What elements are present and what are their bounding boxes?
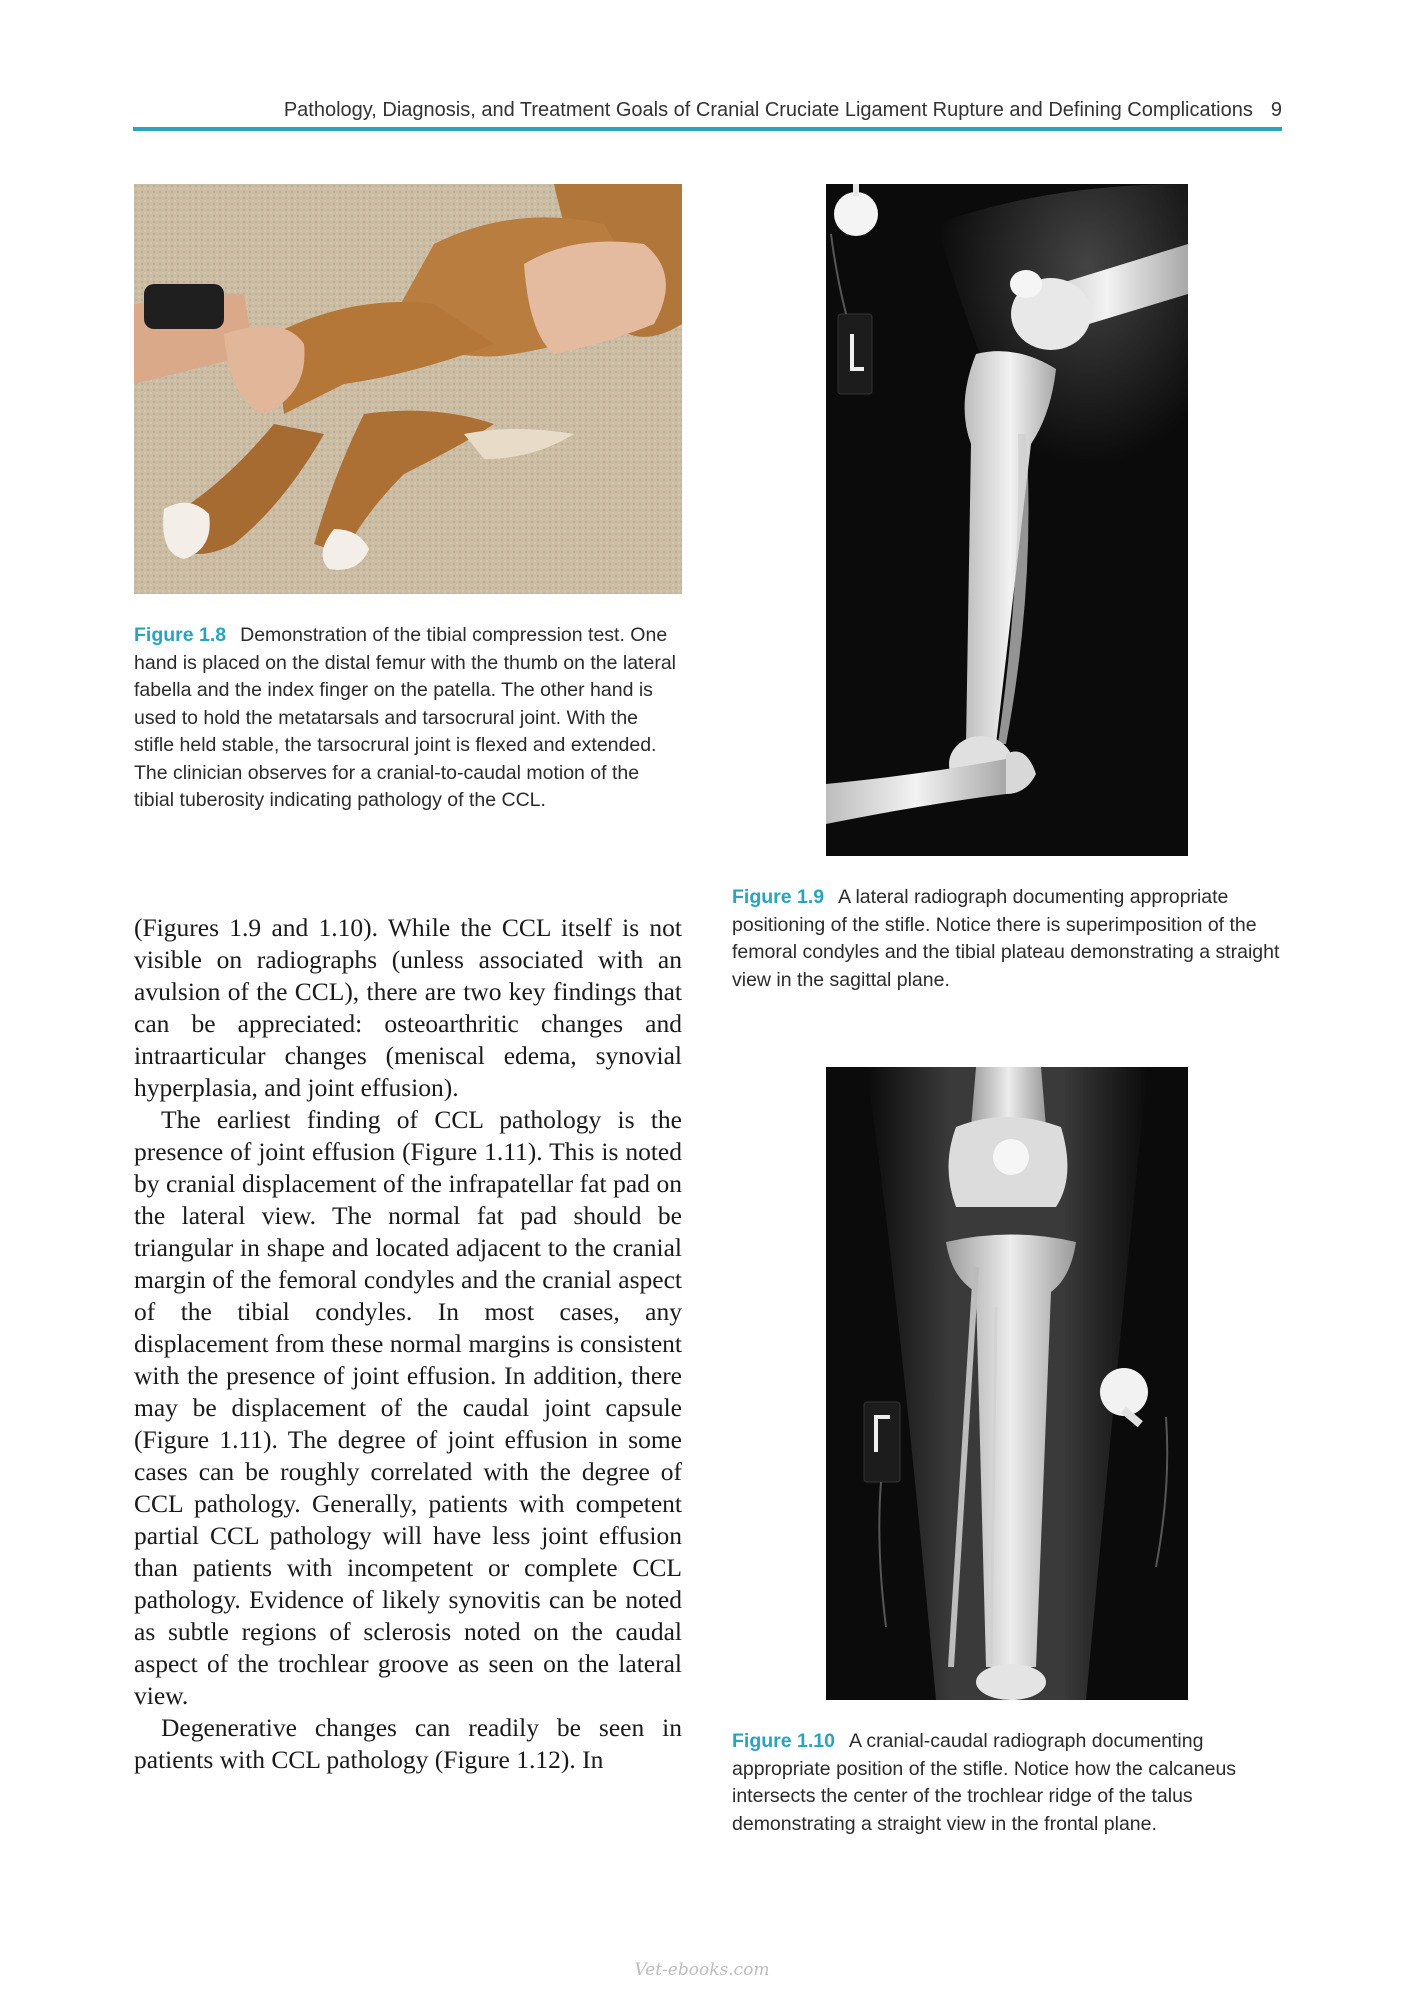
header-rule [133,127,1282,131]
tibial-compression-photo [134,184,682,594]
body-paragraph: The earliest finding of CCL pathology is the presence of joint effusion (Figure 1.11). This is noted by cranial displacement of the infrapatellar fat pad on the lateral view. The normal fat pad should be triangular in shape and located adjacent to the cranial margin of the femoral condyles and the cranial aspect of the tibial condyles. In most cases, any displacement from these normal margins is consistent with the presence of joint effusion. In addition, there may be displacement of the caudal joint capsule (Figure 1.11). The degree of joint effusion in some cases can be roughly correlated with the degree of CCL pathology. Generally, patients with competent partial CCL pathology will have less joint effusion than patients with incompetent or complete CCL pathology. Evidence of likely synovitis can be noted as subtle regions of sclerosis noted on the caudal aspect of the trochlear groove as seen on the lateral view. [134,1105,682,1710]
figure-label: Figure 1.10 [732,1730,835,1752]
figure-1-8-caption [134,622,682,815]
figure-label: Figure 1.9 [732,886,825,908]
lateral-radiograph [826,184,1188,856]
figure-1-8-photo [134,184,682,594]
figure-1-10-radiograph [826,1067,1188,1700]
caption-text: Demonstration of the tibial compression test. One hand is placed on the distal femur with the thumb on the lateral fabella and the index finger on the patella. The other hand is used to hold the metatarsals and tarsocrural joint. With the stifle held stable, the tarsocrural joint is flexed and extended. The clinician observes for a cranial-to-caudal motion of the tibial tuberosity indicating pathology of the CCL. [134,624,676,811]
figure-label: Figure 1.8 [134,624,227,646]
caption-text: A cranial-caudal radiograph documenting appropriate position of the stifle. Notice how the calcaneus intersects the center of the trochlear ridge of the talus demonstrating a straight view in the frontal plane. [732,1730,1237,1835]
caption-text: A lateral radiograph documenting appropriate positioning of the stifle. Notice there is superimposition of the femoral condyles and the tibial plateau demonstrating a straight view in the sagittal plane. [732,886,1280,991]
body-text [134,912,682,1776]
figure-1-10-caption [732,1728,1282,1838]
watermark: Vet-ebooks.com [634,1960,770,1980]
page-number: 9 [1270,99,1282,121]
cranial-caudal-radiograph [826,1067,1188,1700]
figure-1-9-caption [732,884,1282,994]
body-paragraph: Degenerative changes can readily be seen in patients with CCL pathology (Figure 1.12). In [134,1713,682,1774]
figure-1-9-radiograph [826,184,1188,856]
running-title: Pathology, Diagnosis, and Treatment Goals of Cranial Cruciate Ligament Rupture and Defining Complications [283,99,1253,121]
running-head [133,94,1282,130]
body-paragraph: (Figures 1.9 and 1.10). While the CCL itself is not visible on radiographs (unless associated with an avulsion of the CCL), there are two key findings that can be appreciated: osteoarthritic changes and intraarticular changes (meniscal edema, synovial hyperplasia, and joint effusion). [134,913,682,1102]
